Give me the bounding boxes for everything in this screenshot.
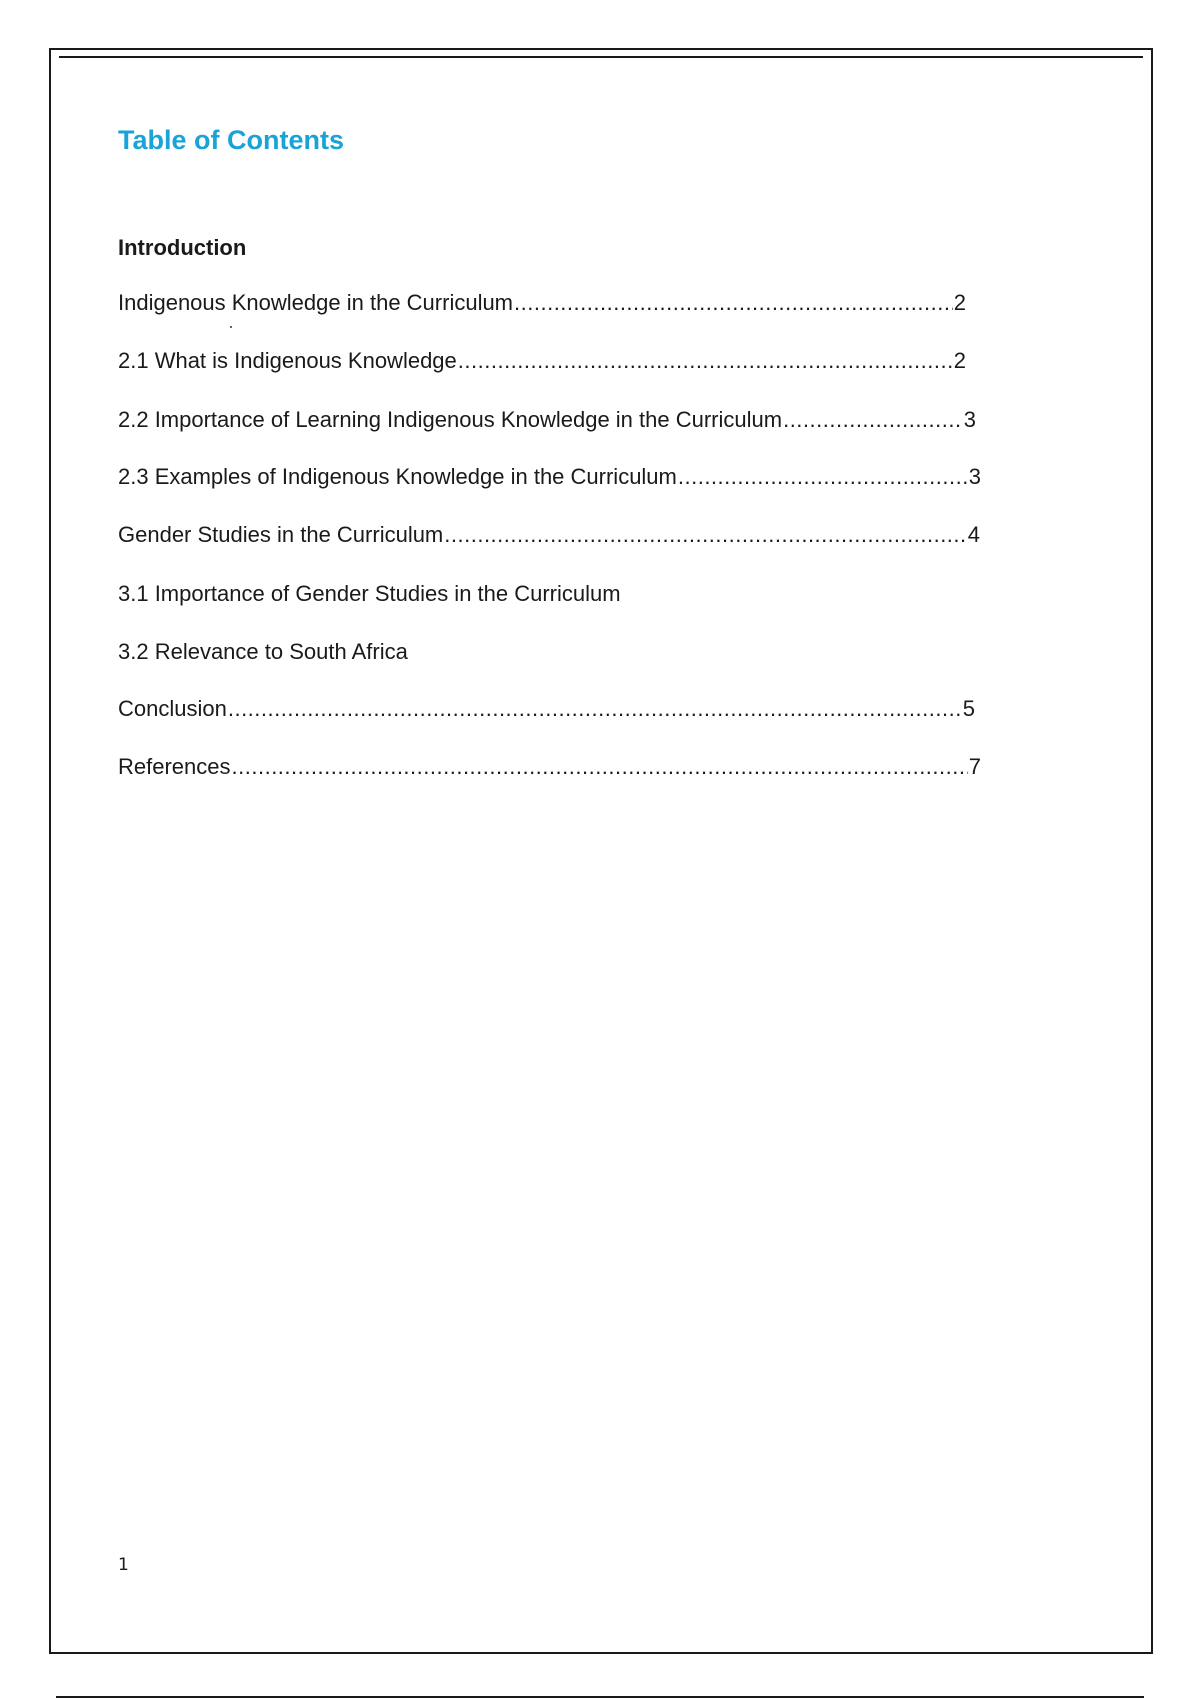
toc-leader-dots xyxy=(514,288,953,318)
toc-leader-dots xyxy=(228,694,962,724)
toc-entry[interactable] xyxy=(118,520,980,550)
toc-leader-dots xyxy=(783,405,963,435)
toc-entry-label: Indigenous Knowledge in the Curriculum xyxy=(118,290,514,315)
toc-entry-label: Gender Studies in the Curriculum xyxy=(118,522,444,547)
toc-section-heading: Introduction xyxy=(118,235,247,260)
toc-entry[interactable] xyxy=(118,637,408,667)
toc-leader-dots xyxy=(458,346,953,376)
stray-mark xyxy=(230,326,232,328)
toc-entry[interactable] xyxy=(118,752,981,782)
toc-entry-label: 3.2 Relevance to South Africa xyxy=(118,639,408,664)
toc-leader-dots xyxy=(232,752,968,782)
toc-entry-page: 4 xyxy=(967,522,980,547)
toc-leader-dots xyxy=(444,520,966,550)
toc-entry-page: 2 xyxy=(953,348,966,373)
toc-entry-label: 2.3 Examples of Indigenous Knowledge in the Curriculum xyxy=(118,464,677,489)
toc-entry-label: References xyxy=(118,754,231,779)
toc-entry[interactable] xyxy=(118,288,966,318)
toc-entry-label: 3.1 Importance of Gender Studies in the Curriculum xyxy=(118,581,621,606)
toc-entry-page: 3 xyxy=(963,407,976,432)
header-rule xyxy=(59,56,1143,58)
toc-entry-page: 2 xyxy=(953,290,966,315)
toc-entry[interactable] xyxy=(118,346,966,376)
toc-entry-page: 3 xyxy=(968,464,981,489)
toc-entry[interactable] xyxy=(118,579,621,609)
toc-entry-label: 2.1 What is Indigenous Knowledge xyxy=(118,348,457,373)
toc-entry-label: Conclusion xyxy=(118,696,227,721)
toc-entry-page: 5 xyxy=(962,696,975,721)
toc-entry-label: 2.2 Importance of Learning Indigenous Knowledge in the Curriculum xyxy=(118,407,783,432)
toc-title: Table of Contents xyxy=(118,125,344,155)
toc-entry[interactable] xyxy=(118,462,981,492)
page-number: 1 xyxy=(118,1555,129,1575)
toc-entry-page: 7 xyxy=(968,754,981,779)
toc-entry[interactable] xyxy=(118,694,975,724)
toc-leader-dots xyxy=(678,462,968,492)
footer-rule xyxy=(56,1696,1144,1698)
toc-entry[interactable] xyxy=(118,405,976,435)
